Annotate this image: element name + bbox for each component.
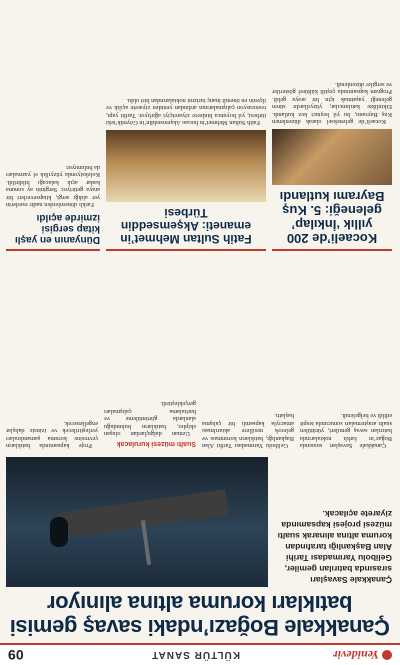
feature-article (106, 7, 266, 251)
brand-name: Yenidevir (333, 648, 379, 662)
feature-headline: Fatih Sultan Mehmet’in emaneti: Akşemseddin Türbesi (120, 206, 252, 246)
logo-mark-icon (382, 650, 392, 660)
section-label: KÜLTÜR SANAT (151, 649, 240, 660)
lead-column-1 (300, 259, 392, 449)
sidebar-headline: Kocaeli’de 200 yıllık ‘İnkılap’ geleneği: 5. Kuş Bayramı kutlandı (279, 189, 385, 246)
lead-paragraph: Çanakkale Savaşları sırasında Boğaz’ın farklı noktalarında batırılan savaş gemileri, yürütülen sualtı araştırmaları sonucunda tespit edildi ve belgelendi. (300, 412, 392, 449)
sidebar-paragraph: Kocaeli’de geleneksel olarak düzenlenen Kuş Bayramı, bu yıl beşinci kez kutlandı. Etkinlikte katılımcılar, yüzyıllardır süren geleneği yaşatmak için bir araya geldi. Program kapsamında çeşitli kültürel gösteriler ve sergiler düzenlendi. (272, 80, 392, 125)
diver-silhouette (50, 517, 68, 547)
feature-paragraph: Fatih Sultan Mehmet’in hocası Akşemseddin’in Göynük’teki türbesi, yıl boyunca binlerce ziyaretçiyi ağırlıyor. Tarihi yapı, restorasyon çalışmalarının ardından yeniden ziyarete açıldı ve ilçenin en önemli inanç turizmi noktalarından biri oldu. (106, 96, 266, 126)
aside-body (6, 8, 100, 208)
aside-article (6, 7, 100, 251)
sidebar-photo (272, 129, 392, 185)
lead-column-4 (6, 259, 98, 449)
lead-headline: Çanakkale Boğazı’ndaki savaş gemisi batıkları koruma altına alınıyor (10, 591, 390, 640)
brand-logo[interactable] (333, 647, 392, 662)
feature-body (106, 16, 266, 126)
aside-headline: Dünyanın en yaşlı kitap sergisi izmirde açıldı (14, 212, 100, 245)
shipwreck-photo (6, 457, 268, 587)
aside-paragraph: Farklı dönemlerden nadir eserlerin yer aldığı sergi, kitapseverleri bir araya getiriyor. Serginin ay sonuna kadar açık kalacağı bildirildi. Koleksiyonda yüzyıllık el yazmaları da bulunuyor. (6, 163, 100, 208)
tomb-photo (106, 130, 266, 202)
lead-paragraph: Proje kapsamında batıkların çevresine koruma şamandıraları yerleştirilecek ve izinsiz dalışlar engellenecek. (6, 419, 98, 449)
lead-paragraph: Gelibolu Yarımadası Tarihi Alan Başkanlığı, batıkların korunması ve gelecek nesillere aktarılması amacıyla kapsamlı bir çalışma başlattı. (202, 412, 294, 449)
page-number: 09 (8, 647, 24, 663)
lead-column-3 (104, 259, 196, 449)
lead-paragraph: Uzman dalgıçlardan oluşan ekipler, batıkların bulunduğu alanlarda görüntüleme ve haritalama çalışmaları gerçekleştirdi. (104, 400, 196, 437)
lead-column-2 (202, 259, 294, 449)
lead-deck: Çanakkale Savaşları sırasında batırılan gemiler, Gelibolu Yarımadası Tarihi Alan Başkanlığı tarafından koruma altına alınarak sualtı müzesi projesi kapsamında ziyarete açılacak. (277, 509, 392, 585)
sidebar-body (272, 0, 392, 125)
lead-crosshead: Sualtı müzesi kurulacak (116, 440, 196, 447)
sidebar-article (272, 7, 392, 251)
masthead-bar (0, 643, 400, 665)
